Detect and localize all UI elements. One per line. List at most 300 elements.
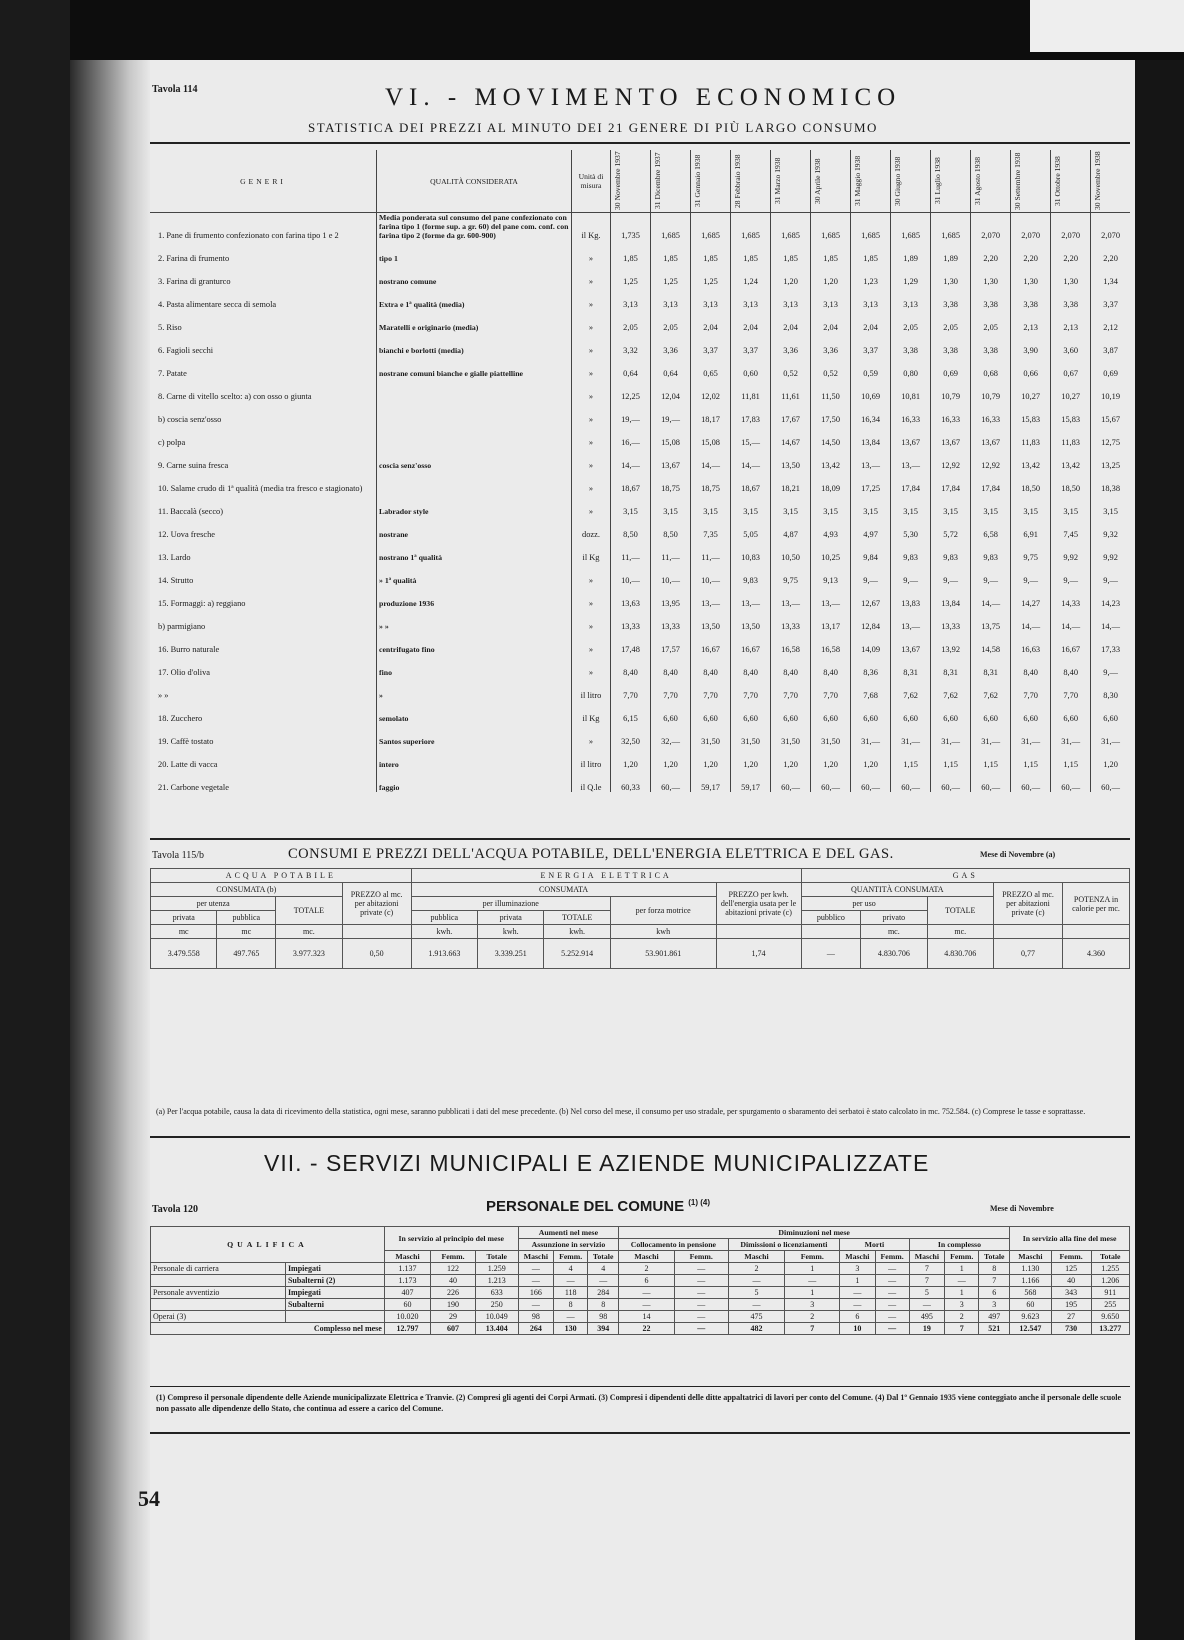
- price-cell: 2,05: [891, 309, 931, 332]
- price-cell: 9,32: [1091, 516, 1130, 539]
- count-cell: 226: [431, 1287, 476, 1299]
- price-cell: 14,27: [1011, 585, 1051, 608]
- count-cell: 2: [785, 1311, 840, 1323]
- page-content: [138, 60, 1135, 1640]
- col-month: 30 Novembre 1938: [1091, 150, 1130, 213]
- price-cell: 6,60: [1011, 700, 1051, 723]
- price-cell: 2,070: [971, 213, 1011, 241]
- price-cell: 5,72: [931, 516, 971, 539]
- count-cell: 1: [840, 1275, 875, 1287]
- genere-cell: 12. Uova fresche: [158, 530, 215, 539]
- price-cell: 18,21: [771, 470, 811, 493]
- price-cell: 4,87: [771, 516, 811, 539]
- utilities-table: [150, 868, 1130, 969]
- unit: [994, 925, 1063, 939]
- price-cell: 18,75: [691, 470, 731, 493]
- price-cell: 1,23: [851, 263, 891, 286]
- price-cell: 9,83: [891, 539, 931, 562]
- price-cell: 13,83: [891, 585, 931, 608]
- price-cell: 1,20: [811, 263, 851, 286]
- unita-cell: il Kg.: [572, 213, 611, 241]
- price-table-body: [150, 213, 1130, 793]
- price-cell: 11,—: [691, 539, 731, 562]
- price-cell: 13,67: [891, 424, 931, 447]
- table-row: [150, 700, 1130, 723]
- price-cell: 3,15: [1051, 493, 1091, 516]
- price-cell: 9,92: [1091, 539, 1130, 562]
- count-cell: —: [518, 1263, 553, 1275]
- qualita-cell: » »: [377, 608, 572, 631]
- price-cell: 3,15: [691, 493, 731, 516]
- price-cell: 10,50: [771, 539, 811, 562]
- price-cell: 12,02: [691, 378, 731, 401]
- table-120-note: (1) Compreso il personale dipendente delle Aziende municipalizzate Elettrica e Tranvie. (2) Compresi gli agenti dei Corpi Armati. (3) Compresi i dipendenti delle ditte appaltatrici di lavori per conto del Comune. (4) Dal 1º Gennaio 1935 viene conteggiato anche il personale delle scuole non passato alle dipendenze dello Stato, che continua ad essere a carico del Comune.: [156, 1393, 1122, 1413]
- water-privata: privata: [151, 911, 217, 925]
- col-month: 31 Ottobre 1938: [1051, 150, 1091, 213]
- price-cell: 13,84: [851, 424, 891, 447]
- price-cell: 1,85: [651, 240, 691, 263]
- price-cell: 31,—: [1011, 723, 1051, 746]
- genere-cell: » »: [158, 691, 169, 700]
- price-cell: 60,—: [851, 769, 891, 792]
- unit: kwh: [610, 925, 716, 939]
- price-cell: 7,62: [931, 677, 971, 700]
- price-cell: 1,685: [811, 213, 851, 241]
- qualita-cell: coscia senz'osso: [377, 447, 572, 470]
- col-diminuzioni: Diminuzioni nel mese: [619, 1227, 1010, 1239]
- genere-cell: 5. Riso: [158, 323, 182, 332]
- count-cell: —: [840, 1299, 875, 1311]
- price-cell: 2,13: [1011, 309, 1051, 332]
- price-cell: 3,38: [1051, 286, 1091, 309]
- count-cell: 40: [431, 1275, 476, 1287]
- price-cell: 18,38: [1091, 470, 1130, 493]
- genere-cell: 1. Pane di frumento confezionato con farina tipo 1 e 2: [158, 231, 339, 240]
- subheader-maschi: Maschi: [909, 1251, 944, 1263]
- price-cell: 10,—: [611, 562, 651, 585]
- count-cell: 6: [979, 1287, 1010, 1299]
- total-cell: 264: [518, 1323, 553, 1335]
- count-cell: 2: [945, 1311, 979, 1323]
- count-cell: —: [875, 1287, 909, 1299]
- col-generi: GENERI: [150, 150, 377, 213]
- price-cell: 3,15: [931, 493, 971, 516]
- price-cell: 3,13: [651, 286, 691, 309]
- price-cell: 60,—: [1011, 769, 1051, 792]
- subheader-maschi: Maschi: [518, 1251, 553, 1263]
- price-cell: 13,67: [971, 424, 1011, 447]
- price-cell: 1,20: [771, 746, 811, 769]
- total-cell: 10: [840, 1323, 875, 1335]
- unita-cell: il Q.le: [572, 769, 611, 792]
- table-row: [150, 332, 1130, 355]
- genere-cell: 19. Caffè tostato: [158, 737, 214, 746]
- price-cell: 14,09: [851, 631, 891, 654]
- price-cell: 7,35: [691, 516, 731, 539]
- price-cell: 12,75: [1091, 424, 1130, 447]
- subheader-maschi: Maschi: [384, 1251, 430, 1263]
- price-cell: 3,36: [771, 332, 811, 355]
- price-cell: 2,04: [731, 309, 771, 332]
- genere-cell: 17. Olio d'oliva: [158, 668, 210, 677]
- price-cell: 31,50: [691, 723, 731, 746]
- count-cell: 1.213: [475, 1275, 518, 1287]
- price-cell: 7,70: [1011, 677, 1051, 700]
- table-row: [151, 1299, 1130, 1311]
- price-cell: 9,—: [891, 562, 931, 585]
- price-cell: 6,60: [811, 700, 851, 723]
- count-cell: 250: [475, 1299, 518, 1311]
- price-cell: 2,04: [691, 309, 731, 332]
- electric-privata: privata: [478, 911, 544, 925]
- price-cell: 6,60: [691, 700, 731, 723]
- count-cell: —: [840, 1287, 875, 1299]
- price-cell: 14,—: [611, 447, 651, 470]
- price-cell: 3,32: [611, 332, 651, 355]
- count-cell: 7: [979, 1275, 1010, 1287]
- subheader-maschi: Maschi: [619, 1251, 675, 1263]
- count-cell: 2: [728, 1263, 785, 1275]
- table-row: [150, 539, 1130, 562]
- subheader-totale: Totale: [1091, 1251, 1129, 1263]
- price-cell: 14,58: [971, 631, 1011, 654]
- price-cell: 0,68: [971, 355, 1011, 378]
- table-row: [150, 309, 1130, 332]
- price-cell: 31,—: [971, 723, 1011, 746]
- table-row: [150, 723, 1130, 746]
- genere-cell: 20. Latte di vacca: [158, 760, 218, 769]
- price-cell: 3,13: [611, 286, 651, 309]
- price-cell: 3,15: [851, 493, 891, 516]
- unit: mc.: [861, 925, 927, 939]
- gas-power-header: POTENZA in calorie per mc.: [1063, 883, 1130, 925]
- price-cell: 6,60: [851, 700, 891, 723]
- price-cell: 18,50: [1011, 470, 1051, 493]
- price-cell: 3,15: [811, 493, 851, 516]
- price-cell: 8,31: [891, 654, 931, 677]
- price-cell: 6,58: [971, 516, 1011, 539]
- count-cell: 3: [785, 1299, 840, 1311]
- price-cell: 3,13: [691, 286, 731, 309]
- qualita-cell: [377, 401, 572, 424]
- qualita-cell: fino: [377, 654, 572, 677]
- price-cell: 1,30: [931, 263, 971, 286]
- price-cell: 10,27: [1051, 378, 1091, 401]
- price-cell: 13,—: [851, 447, 891, 470]
- table-120-title: [486, 1198, 710, 1215]
- unita-cell: »: [572, 378, 611, 401]
- unit: [716, 925, 801, 939]
- col-dimissioni: Dimissioni o licenziamenti: [728, 1239, 840, 1251]
- rule: [150, 1386, 1130, 1387]
- price-cell: 1,20: [771, 263, 811, 286]
- genere-cell: 6. Fagioli secchi: [158, 346, 214, 355]
- price-cell: 0,65: [691, 355, 731, 378]
- water-per-utenza: per utenza: [151, 897, 276, 911]
- subheader-femm: Femm.: [1051, 1251, 1091, 1263]
- price-cell: 0,64: [651, 355, 691, 378]
- price-cell: 11,83: [1051, 424, 1091, 447]
- price-cell: 3,37: [691, 332, 731, 355]
- unit: kwh.: [411, 925, 477, 939]
- price-cell: 8,36: [851, 654, 891, 677]
- price-cell: 3,38: [1011, 286, 1051, 309]
- price-cell: 2,04: [771, 309, 811, 332]
- price-cell: 3,13: [891, 286, 931, 309]
- qualita-cell: »: [377, 677, 572, 700]
- value: 3.339.251: [478, 939, 544, 969]
- price-cell: 16,33: [931, 401, 971, 424]
- price-cell: 31,—: [1091, 723, 1130, 746]
- price-cell: 2,20: [1051, 240, 1091, 263]
- genere-cell: 15. Formaggi: a) reggiano: [158, 599, 246, 608]
- price-cell: 1,685: [691, 213, 731, 241]
- price-cell: 9,—: [851, 562, 891, 585]
- col-month: 30 Novembre 1937: [611, 150, 651, 213]
- unita-cell: il Kg: [572, 700, 611, 723]
- price-cell: 18,09: [811, 470, 851, 493]
- price-cell: 13,—: [731, 585, 771, 608]
- price-cell: 9,—: [931, 562, 971, 585]
- section-vi-title: VI. - MOVIMENTO ECONOMICO: [385, 84, 902, 111]
- price-cell: 11,61: [771, 378, 811, 401]
- value: 4.360: [1063, 939, 1130, 969]
- price-cell: 8,40: [651, 654, 691, 677]
- count-cell: 3: [945, 1299, 979, 1311]
- price-cell: 2,070: [1011, 213, 1051, 241]
- price-cell: 1,735: [611, 213, 651, 241]
- qualita-cell: tipo 1: [377, 240, 572, 263]
- price-cell: 13,—: [891, 447, 931, 470]
- price-cell: 7,70: [811, 677, 851, 700]
- count-cell: 6: [840, 1311, 875, 1323]
- price-cell: 11,—: [651, 539, 691, 562]
- price-cell: 3,38: [971, 332, 1011, 355]
- subheader-totale: Totale: [588, 1251, 619, 1263]
- price-cell: 9,—: [1091, 562, 1130, 585]
- qualita-cell: produzione 1936: [377, 585, 572, 608]
- count-cell: 122: [431, 1263, 476, 1275]
- price-cell: 15,08: [691, 424, 731, 447]
- price-cell: 3,15: [731, 493, 771, 516]
- total-cell: 13.277: [1091, 1323, 1129, 1335]
- count-cell: 1: [945, 1287, 979, 1299]
- price-cell: 3,13: [731, 286, 771, 309]
- price-cell: 0,60: [731, 355, 771, 378]
- unit: mc.: [276, 925, 342, 939]
- scan-corner: [1030, 0, 1184, 52]
- price-cell: 60,—: [1091, 769, 1130, 792]
- qualifica-group-cell: Personale avventizio: [151, 1287, 286, 1299]
- price-cell: 3,38: [891, 332, 931, 355]
- gas-per-uso: per uso: [801, 897, 927, 911]
- price-cell: 9,—: [1091, 654, 1130, 677]
- price-cell: 19,—: [611, 401, 651, 424]
- count-cell: 4: [554, 1263, 588, 1275]
- unit: mc.: [927, 925, 993, 939]
- price-cell: 1,89: [891, 240, 931, 263]
- count-cell: 2: [619, 1263, 675, 1275]
- price-cell: 12,92: [971, 447, 1011, 470]
- personnel-table: [150, 1226, 1130, 1335]
- unita-cell: »: [572, 562, 611, 585]
- price-cell: 8,50: [651, 516, 691, 539]
- count-cell: 5: [728, 1287, 785, 1299]
- total-cell: 19: [909, 1323, 944, 1335]
- price-cell: 17,25: [851, 470, 891, 493]
- price-cell: 9,83: [931, 539, 971, 562]
- qualita-cell: Santos superiore: [377, 723, 572, 746]
- price-cell: 60,—: [771, 769, 811, 792]
- qualita-cell: semolato: [377, 700, 572, 723]
- price-cell: 17,84: [931, 470, 971, 493]
- price-cell: 18,75: [651, 470, 691, 493]
- water-price-header: PREZZO al mc. per abitazioni private (c): [342, 883, 411, 925]
- price-cell: 1,25: [691, 263, 731, 286]
- water-consumata: CONSUMATA (b): [151, 883, 343, 897]
- subheader-maschi: Maschi: [728, 1251, 785, 1263]
- count-cell: —: [875, 1299, 909, 1311]
- price-cell: 1,685: [731, 213, 771, 241]
- qualita-cell: [377, 424, 572, 447]
- price-cell: 11,—: [611, 539, 651, 562]
- count-cell: 98: [518, 1311, 553, 1323]
- electric-illum: per illuminazione: [411, 897, 610, 911]
- unit: kwh.: [478, 925, 544, 939]
- col-month: 31 Gennaio 1938: [691, 150, 731, 213]
- price-cell: 10,69: [851, 378, 891, 401]
- price-cell: 1,685: [931, 213, 971, 241]
- unit: kwh.: [544, 925, 610, 939]
- price-cell: 9,75: [1011, 539, 1051, 562]
- unita-cell: »: [572, 263, 611, 286]
- count-cell: 98: [588, 1311, 619, 1323]
- count-cell: 3: [840, 1263, 875, 1275]
- price-cell: 12,04: [651, 378, 691, 401]
- col-in-servizio-inizio: In servizio al principio del mese: [384, 1227, 518, 1251]
- group-water: ACQUA POTABILE: [151, 869, 412, 883]
- price-cell: 6,60: [891, 700, 931, 723]
- group-gas: GAS: [801, 869, 1129, 883]
- count-cell: 6: [619, 1275, 675, 1287]
- value: 4.830.706: [861, 939, 927, 969]
- count-cell: —: [619, 1287, 675, 1299]
- total-cell: —: [674, 1323, 728, 1335]
- price-cell: 1,85: [771, 240, 811, 263]
- price-cell: 7,45: [1051, 516, 1091, 539]
- price-cell: 2,20: [1011, 240, 1051, 263]
- price-cell: 7,70: [611, 677, 651, 700]
- price-cell: 2,04: [851, 309, 891, 332]
- count-cell: —: [554, 1275, 588, 1287]
- qualita-cell: nostrane comuni bianche e gialle piattelline: [377, 355, 572, 378]
- total-cell: 730: [1051, 1323, 1091, 1335]
- table-row: [150, 424, 1130, 447]
- book-spine-shadow: [70, 60, 150, 1640]
- price-cell: 3,90: [1011, 332, 1051, 355]
- table-row: [150, 516, 1130, 539]
- genere-cell: 11. Baccalà (secco): [158, 507, 224, 516]
- price-cell: 3,15: [891, 493, 931, 516]
- unita-cell: »: [572, 654, 611, 677]
- price-cell: 3,13: [771, 286, 811, 309]
- price-cell: 13,50: [691, 608, 731, 631]
- price-cell: 31,—: [1051, 723, 1091, 746]
- price-cell: 13,—: [691, 585, 731, 608]
- price-cell: 14,—: [731, 447, 771, 470]
- count-cell: 166: [518, 1287, 553, 1299]
- value: 1,74: [716, 939, 801, 969]
- table-row: [150, 447, 1130, 470]
- unita-cell: »: [572, 309, 611, 332]
- genere-cell: 18. Zucchero: [158, 714, 203, 723]
- price-cell: 32,—: [651, 723, 691, 746]
- genere-cell: 7. Patate: [158, 369, 187, 378]
- price-cell: 31,—: [851, 723, 891, 746]
- price-cell: 16,33: [971, 401, 1011, 424]
- table-row: [151, 1287, 1130, 1299]
- count-cell: 29: [431, 1311, 476, 1323]
- total-cell: 394: [588, 1323, 619, 1335]
- price-cell: 11,81: [731, 378, 771, 401]
- personnel-table-body: [151, 1263, 1130, 1335]
- genere-cell: 13. Lardo: [158, 553, 191, 562]
- price-cell: 1,30: [1011, 263, 1051, 286]
- price-cell: 3,36: [811, 332, 851, 355]
- price-cell: 2,05: [651, 309, 691, 332]
- table-row: [151, 1263, 1130, 1275]
- col-unita: Unità di misura: [572, 150, 611, 213]
- unita-cell: »: [572, 493, 611, 516]
- genere-cell: 16. Burro naturale: [158, 645, 220, 654]
- price-cell: 1,20: [1091, 746, 1130, 769]
- count-cell: —: [554, 1311, 588, 1323]
- price-cell: 1,685: [891, 213, 931, 241]
- qualifica-group-cell: Operai (3): [151, 1311, 286, 1323]
- price-cell: 1,30: [1051, 263, 1091, 286]
- price-cell: 2,05: [611, 309, 651, 332]
- price-cell: 11,83: [1011, 424, 1051, 447]
- col-in-complesso: In complesso: [909, 1239, 1009, 1251]
- electric-forza: per forza motrice: [610, 897, 716, 925]
- col-qualita: QUALITÀ CONSIDERATA: [377, 150, 572, 213]
- price-cell: 8,31: [971, 654, 1011, 677]
- count-cell: 1.255: [1091, 1263, 1129, 1275]
- page-number: 54: [138, 1486, 160, 1511]
- price-cell: 59,17: [691, 769, 731, 792]
- qualita-cell: centrifugato fino: [377, 631, 572, 654]
- price-cell: 6,91: [1011, 516, 1051, 539]
- unita-cell: »: [572, 332, 611, 355]
- price-cell: 17,33: [1091, 631, 1130, 654]
- table-row: [150, 493, 1130, 516]
- count-cell: 125: [1051, 1263, 1091, 1275]
- qualifica-sub-cell: Subalterni (2): [285, 1275, 384, 1287]
- price-cell: 31,50: [811, 723, 851, 746]
- price-cell: 11,50: [811, 378, 851, 401]
- price-cell: 17,84: [891, 470, 931, 493]
- count-cell: 9.650: [1091, 1311, 1129, 1323]
- price-cell: 3,60: [1051, 332, 1091, 355]
- electric-consumata: CONSUMATA: [411, 883, 716, 897]
- price-cell: 7,68: [851, 677, 891, 700]
- price-cell: 16,67: [1051, 631, 1091, 654]
- count-cell: 118: [554, 1287, 588, 1299]
- price-cell: 2,20: [971, 240, 1011, 263]
- gas-pubblico: pubblico: [801, 911, 861, 925]
- price-cell: 10,—: [651, 562, 691, 585]
- price-cell: 9,75: [771, 562, 811, 585]
